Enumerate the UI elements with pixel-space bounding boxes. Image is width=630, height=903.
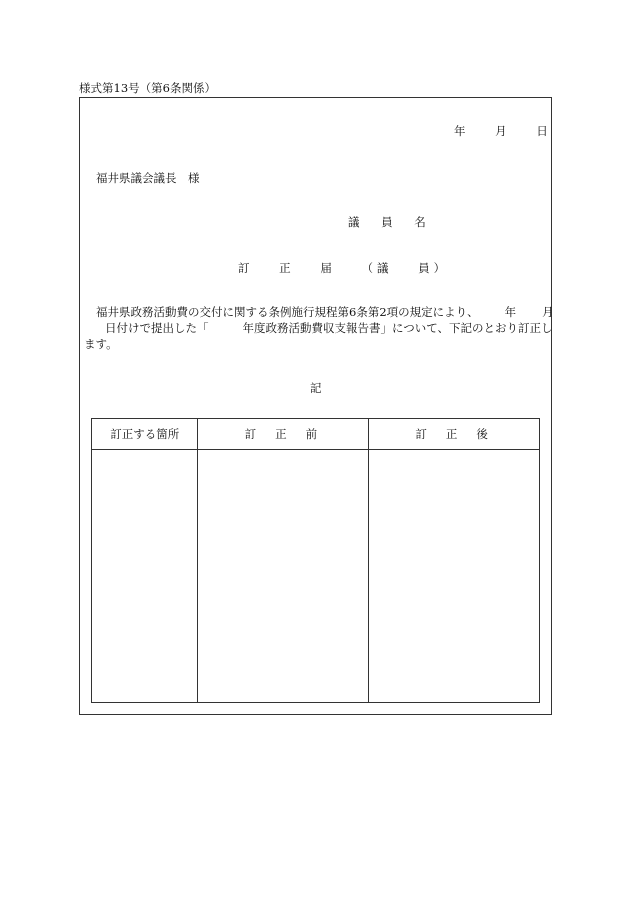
title-part: 訂 — [238, 261, 254, 275]
cell-location[interactable] — [92, 450, 198, 703]
title-part: 員） — [418, 261, 450, 275]
table-row — [92, 450, 540, 703]
title-part: 正 — [279, 261, 295, 275]
header-after-char: 正 — [445, 427, 463, 441]
body-text — [84, 304, 554, 352]
header-before-char: 前 — [305, 427, 323, 441]
date-year-label: 年 — [454, 124, 466, 138]
table-header-row — [92, 419, 540, 450]
cell-before[interactable] — [198, 450, 369, 703]
header-before — [198, 419, 369, 450]
body-year-label: 年 — [504, 305, 517, 319]
date-line — [454, 123, 548, 139]
body-text-segment: ます。 — [84, 337, 118, 351]
form-number: 様式第13号（第6条関係） — [79, 81, 216, 95]
body-text-segment: 年度政務活動費収支報告書」について、下記のとおり訂正し — [242, 321, 553, 335]
body-text-segment: 福井県政務活動費の交付に関する条例施行規程第6条第2項の規定により、 — [96, 305, 479, 319]
title-part: （議 — [361, 261, 393, 275]
correction-table — [91, 418, 540, 703]
body-month-label: 月 — [542, 305, 554, 319]
cell-after[interactable] — [369, 450, 540, 703]
title-part: 届 — [320, 261, 336, 275]
date-day-label: 日 — [536, 124, 548, 138]
body-line-1 — [84, 304, 554, 320]
body-text-segment: 日付けで提出した「 — [105, 321, 209, 335]
page-title — [238, 260, 449, 276]
body-line-2 — [84, 320, 553, 336]
addressee: 福井県議会議長 様 — [96, 171, 200, 185]
header-after-char: 訂 — [415, 427, 432, 441]
header-location: 訂正する箇所 — [92, 419, 198, 450]
member-name-label: 議 員 名 — [348, 215, 435, 229]
header-after — [369, 419, 540, 450]
header-before-char: 正 — [275, 427, 292, 441]
ki-heading: 記 — [310, 381, 322, 395]
header-after-char: 後 — [476, 427, 493, 441]
body-line-3 — [84, 336, 549, 352]
date-month-label: 月 — [495, 124, 507, 138]
header-before-char: 訂 — [244, 427, 262, 441]
